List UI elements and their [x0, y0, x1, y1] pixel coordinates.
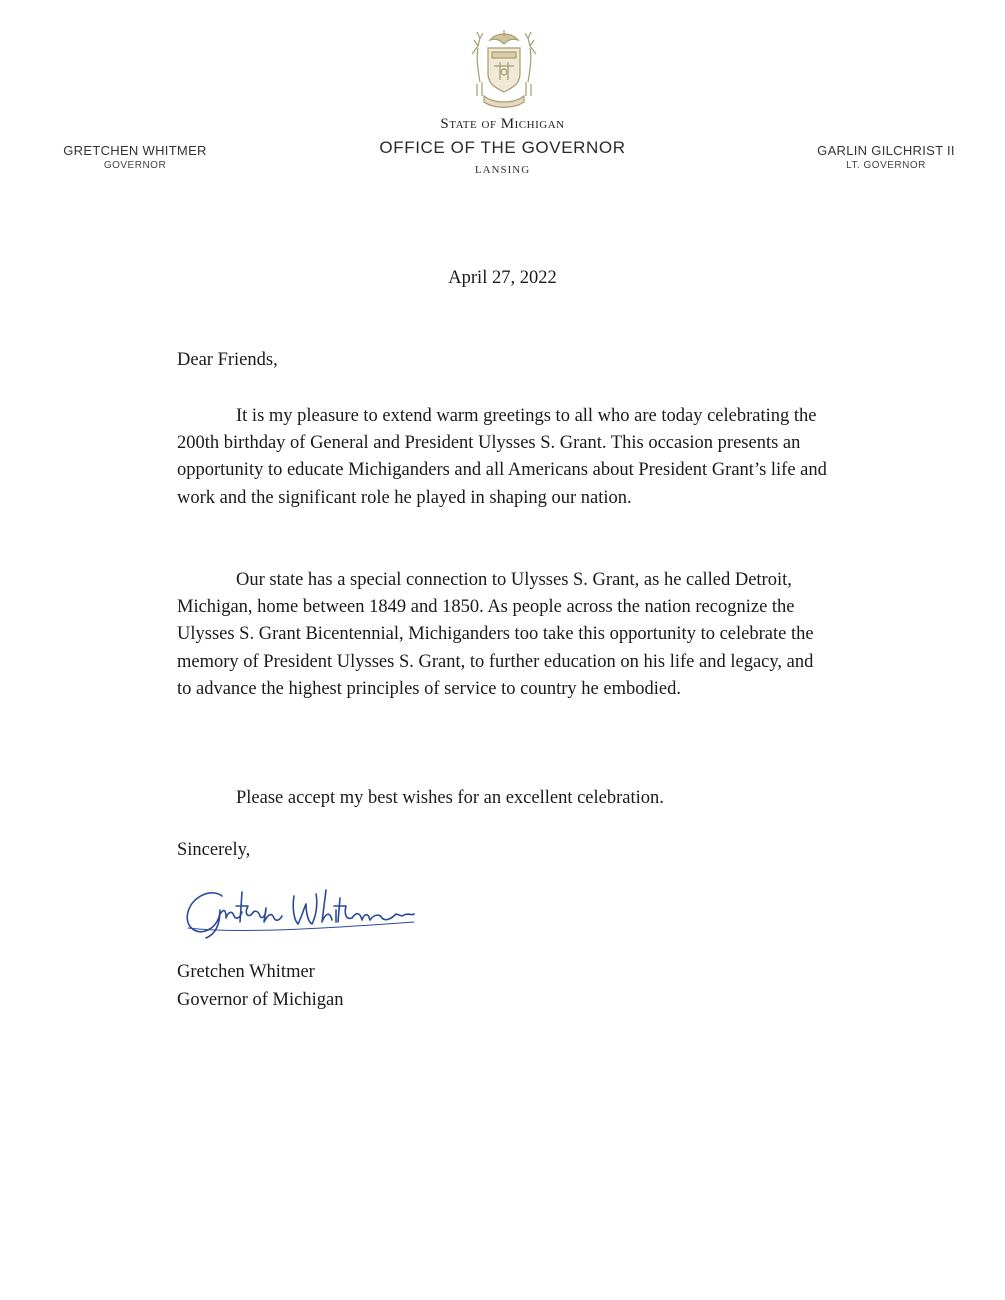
lt-governor-title: LT. GOVERNOR [846, 160, 926, 171]
body-paragraph-1: It is my pleasure to extend warm greetings to all who are today celebrating the 200th birthday of General and President Ulysses S. Grant. This occasion presents an opportunity to educate Michiganders and all Americans about President Grant’s life and work and the significant role he played in shaping our nation. [177, 406, 827, 508]
salutation: Dear Friends, [177, 350, 278, 370]
body-paragraph-2: Our state has a special connection to Ulysses S. Grant, as he called Detroit, Michigan, home between 1849 and 1850. As people across the nation recognize the Ulysses S. Grant Bicentennial, Michiganders too take this opportunity to celebrate the memory of President Ulysses S. Grant, to further education on his life and legacy, and to advance the highest principles of service to country he embodied. [177, 570, 814, 699]
handwritten-signature-icon [182, 882, 418, 942]
lt-governor-block [786, 143, 986, 171]
body-paragraph-3: Please accept my best wishes for an excellent celebration. [236, 788, 664, 808]
letterhead [0, 0, 1005, 190]
state-name: State of Michigan [440, 116, 565, 132]
michigan-state-seal-icon [466, 24, 542, 110]
letter-date: April 27, 2022 [448, 268, 557, 288]
signer-name: Gretchen Whitmer [177, 962, 315, 982]
lt-governor-name: GARLIN GILCHRIST II [817, 143, 955, 158]
governor-title: GOVERNOR [103, 160, 167, 171]
governor-name: GRETCHEN WHITMER [63, 143, 207, 158]
signer-title: Governor of Michigan [177, 990, 344, 1010]
city-name: LANSING [474, 164, 531, 176]
office-name: OFFICE OF THE GOVERNOR [379, 138, 626, 157]
closing: Sincerely, [177, 840, 251, 860]
